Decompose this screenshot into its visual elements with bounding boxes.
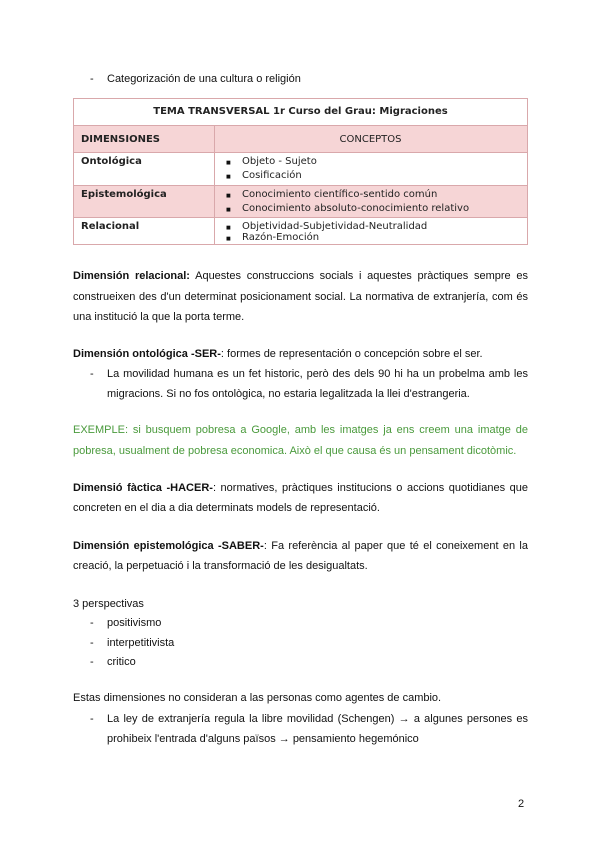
dash-bullet: - <box>90 368 94 380</box>
square-bullet-icon: ■ <box>226 158 231 167</box>
estas-line: Estas dimensiones no consideran a las personas como agentes de cambio. <box>73 692 442 704</box>
relacional-label: Dimensión relacional: <box>73 270 190 282</box>
exemple-line-1: EXEMPLE: si busquem pobresa a Google, amb les imatges ja ens creem una imatge de <box>73 424 528 436</box>
header-dimensiones: DIMENSIONES <box>81 134 160 145</box>
epistemologica-line-1 <box>73 540 528 552</box>
page-number: 2 <box>518 798 525 810</box>
relacional-line-1 <box>73 270 528 282</box>
factica-text: : normatives, pràctiques institucions o accions quotidianes que <box>212 482 528 494</box>
exemple-line-2: pobresa, usualment de pobresa economica. Això el que causa és un pensament dicotòmic. <box>73 445 517 457</box>
epistemologica-text: : Fa referència al paper que té el coneixement en la <box>263 540 528 552</box>
estas-sub-line-1: La ley de extranjería regula la libre movilidad (Schengen) → a algunes persones es <box>107 713 528 725</box>
table-title: TEMA TRANSVERSAL 1r Curso del Grau: Migraciones <box>153 106 448 117</box>
row-concept: Objetividad-Subjetividad-Neutralidad <box>242 221 428 232</box>
header-conceptos: CONCEPTOS <box>339 134 402 145</box>
dash-bullet: - <box>90 637 94 649</box>
ontologica-sub-line-2: migracions. Si no fos ontològica, no estaria legalitzada la llei d'estrangeria. <box>107 388 470 400</box>
row-dimension: Epistemológica <box>81 189 167 200</box>
row-concept: Objeto - Sujeto <box>242 156 317 167</box>
relacional-line-2: construeixen des d'un determinat posicionament social. La normativa de extranjería, com és <box>73 291 528 303</box>
table-row <box>74 218 527 244</box>
square-bullet-icon: ■ <box>226 172 231 181</box>
table-row <box>74 153 527 186</box>
factica-line-2: concreten en el dia a dia determinats models de representació. <box>73 502 380 514</box>
epistemologica-label: Dimensión epistemológica -SABER- <box>73 540 264 552</box>
row-dimension: Relacional <box>81 221 140 232</box>
row-concept: Cosificación <box>242 170 302 181</box>
row-concept: Conocimiento científico-sentido común <box>242 189 438 200</box>
row-concept: Razón-Emoción <box>242 232 320 243</box>
square-bullet-icon: ■ <box>226 191 231 200</box>
dash-bullet: - <box>90 73 94 85</box>
perspectivas-title: 3 perspectivas <box>73 598 144 610</box>
row-concept: Conocimiento absoluto-conocimiento relativo <box>242 203 470 214</box>
table-row <box>74 186 527 218</box>
epistemologica-line-2: creació, la perpetuació i la transformació de les desigualtats. <box>73 560 368 572</box>
square-bullet-icon: ■ <box>226 234 231 243</box>
ontologica-sub-line-1: La movilidad humana es un fet historic, però des dels 90 hi ha un probelma amb les <box>107 368 528 380</box>
top-bullet-text: Categorización de una cultura o religión <box>107 73 301 85</box>
table-header-row <box>74 126 527 153</box>
list-item: interpetitivista <box>107 637 175 649</box>
concepts-table <box>73 98 528 245</box>
factica-label: Dimensió fàctica -HACER- <box>73 482 213 494</box>
ontologica-line <box>73 348 528 360</box>
dash-bullet: - <box>90 656 94 668</box>
list-item: critico <box>107 656 136 668</box>
table-divider <box>214 126 215 244</box>
list-item: positivismo <box>107 617 162 629</box>
relacional-line-3: una institució la que la porta terme. <box>73 311 245 323</box>
factica-line-1 <box>73 482 528 494</box>
table-title-row <box>74 99 527 126</box>
relacional-text: Aquestes construccions socials i aquestes pràctiques sempre es <box>195 270 529 282</box>
estas-sub-line-2: prohibeix l'entrada d'alguns països → pensamiento hegemónico <box>107 733 419 745</box>
square-bullet-icon: ■ <box>226 205 231 214</box>
square-bullet-icon: ■ <box>226 223 231 232</box>
dash-bullet: - <box>90 713 94 725</box>
dash-bullet: - <box>90 617 94 629</box>
row-dimension: Ontológica <box>81 156 142 167</box>
ontologica-label: Dimensión ontológica -SER- <box>73 348 221 360</box>
ontologica-text: : formes de representación o concepción sobre el ser. <box>220 348 483 360</box>
